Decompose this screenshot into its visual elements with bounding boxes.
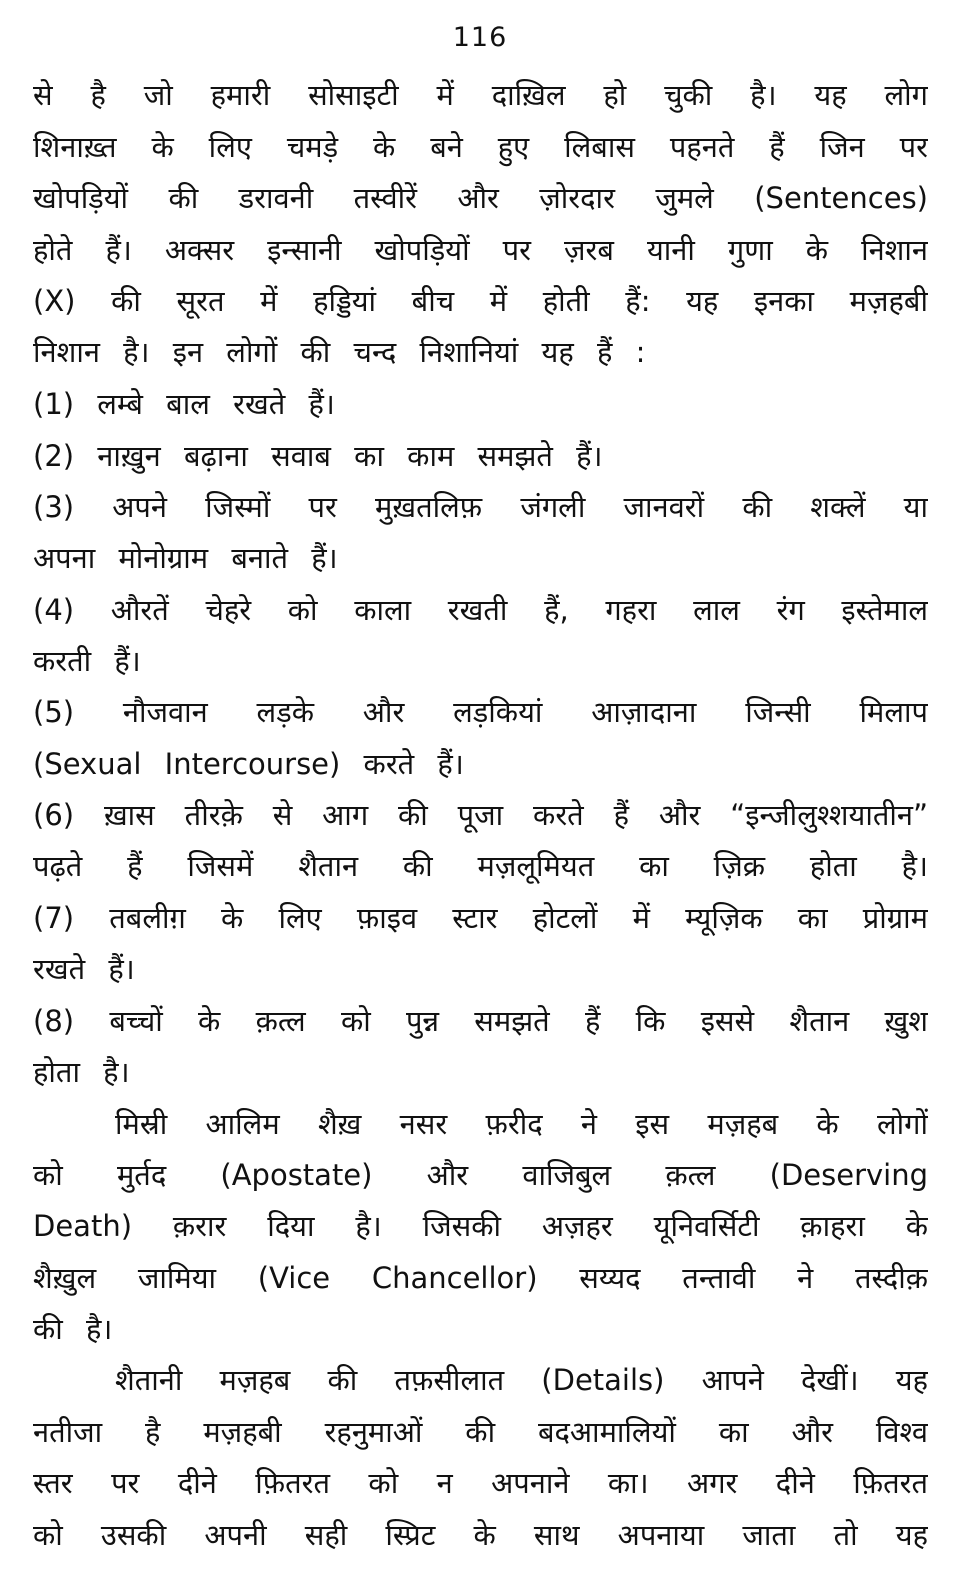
text-line: शिनाख़्त के लिए चमड़े के बने हुए लिबास पहनते हैं जिन पर	[33, 130, 928, 164]
text-line: की है।	[33, 1312, 113, 1346]
text-line: (Sexual Intercourse) करते हैं।	[33, 747, 464, 781]
text-line: होता है।	[33, 1055, 130, 1089]
text-line: अपना मोनोग्राम बनाते हैं।	[33, 541, 338, 575]
text-line: होते हैं। अक्सर इन्सानी खोपड़ियों पर ज़रब यानी गुणा के निशान	[33, 233, 928, 267]
list-item: (4) औरतें चेहरे को काला रखती हैं, गहरा लाल रंग इस्तेमाल	[33, 593, 928, 627]
text-line: खोपड़ियों की डरावनी तस्वीरें और ज़ोरदार जुमले (Sentences)	[33, 181, 928, 215]
text-line: को उसकी अपनी सही स्प्रिट के साथ अपनाया जाता तो यह	[33, 1518, 928, 1552]
list-item: (6) ख़ास तीरक़े से आग की पूजा करते हैं और “इन्जीलुश्शयातीन”	[33, 798, 928, 832]
text-line: नतीजा है मज़हबी रहनुमाओं की बदआमालियों का और विश्व	[33, 1415, 928, 1449]
text-line: को मुर्तद (Apostate) और वाजिबुल क़त्ल (Deserving	[33, 1158, 928, 1192]
text-line: Death) क़रार दिया है। जिसकी अज़हर यूनिवर्सिटी क़ाहरा के	[33, 1209, 928, 1243]
text-line: (X) की सूरत में हड्डियां बीच में होती हैं: यह इनका मज़हबी	[33, 284, 928, 318]
text-line: से है जो हमारी सोसाइटी में दाख़िल हो चुकी है। यह लोग	[33, 78, 928, 112]
text-line: पढ़ते हैं जिसमें शैतान की मज़लूमियत का ज़िक्र होता है।	[33, 849, 928, 883]
text-line: रखते हैं।	[33, 952, 135, 986]
text-line: करती हैं।	[33, 644, 141, 678]
list-item: (2) नाख़ुन बढ़ाना सवाब का काम समझते हैं।	[33, 439, 603, 473]
list-item: (5) नौजवान लड़के और लड़कियां आज़ादाना जिन्सी मिलाप	[33, 695, 928, 729]
text-line: स्तर पर दीने फ़ितरत को न अपनाने का। अगर दीने फ़ितरत	[33, 1466, 928, 1500]
text-line: शैख़ुल जामिया (Vice Chancellor) सय्यद तन्तावी ने तस्दीक़	[33, 1261, 928, 1295]
list-item: (8) बच्चों के क़त्ल को पुन्न समझते हैं कि इससे शैतान ख़ुश	[33, 1004, 928, 1038]
paragraph-first-line: शैतानी मज़हब की तफ़सीलात (Details) आपने देखीं। यह	[115, 1363, 928, 1397]
list-item: (1) लम्बे बाल रखते हैं।	[33, 387, 335, 421]
list-item: (7) तबलीग़ के लिए फ़ाइव स्टार होटलों में म्यूज़िक का प्रोग्राम	[33, 901, 928, 935]
paragraph-first-line: मिस्री आलिम शैख़ नसर फ़रीद ने इस मज़हब के लोगों	[115, 1107, 928, 1141]
text-line: निशान है। इन लोगों की चन्द निशानियां यह हैं :	[33, 335, 646, 369]
page-number: 116	[452, 22, 508, 53]
list-item: (3) अपने जिस्मों पर मुख़तलिफ़ जंगली जानवरों की शक्लें या	[33, 490, 928, 524]
